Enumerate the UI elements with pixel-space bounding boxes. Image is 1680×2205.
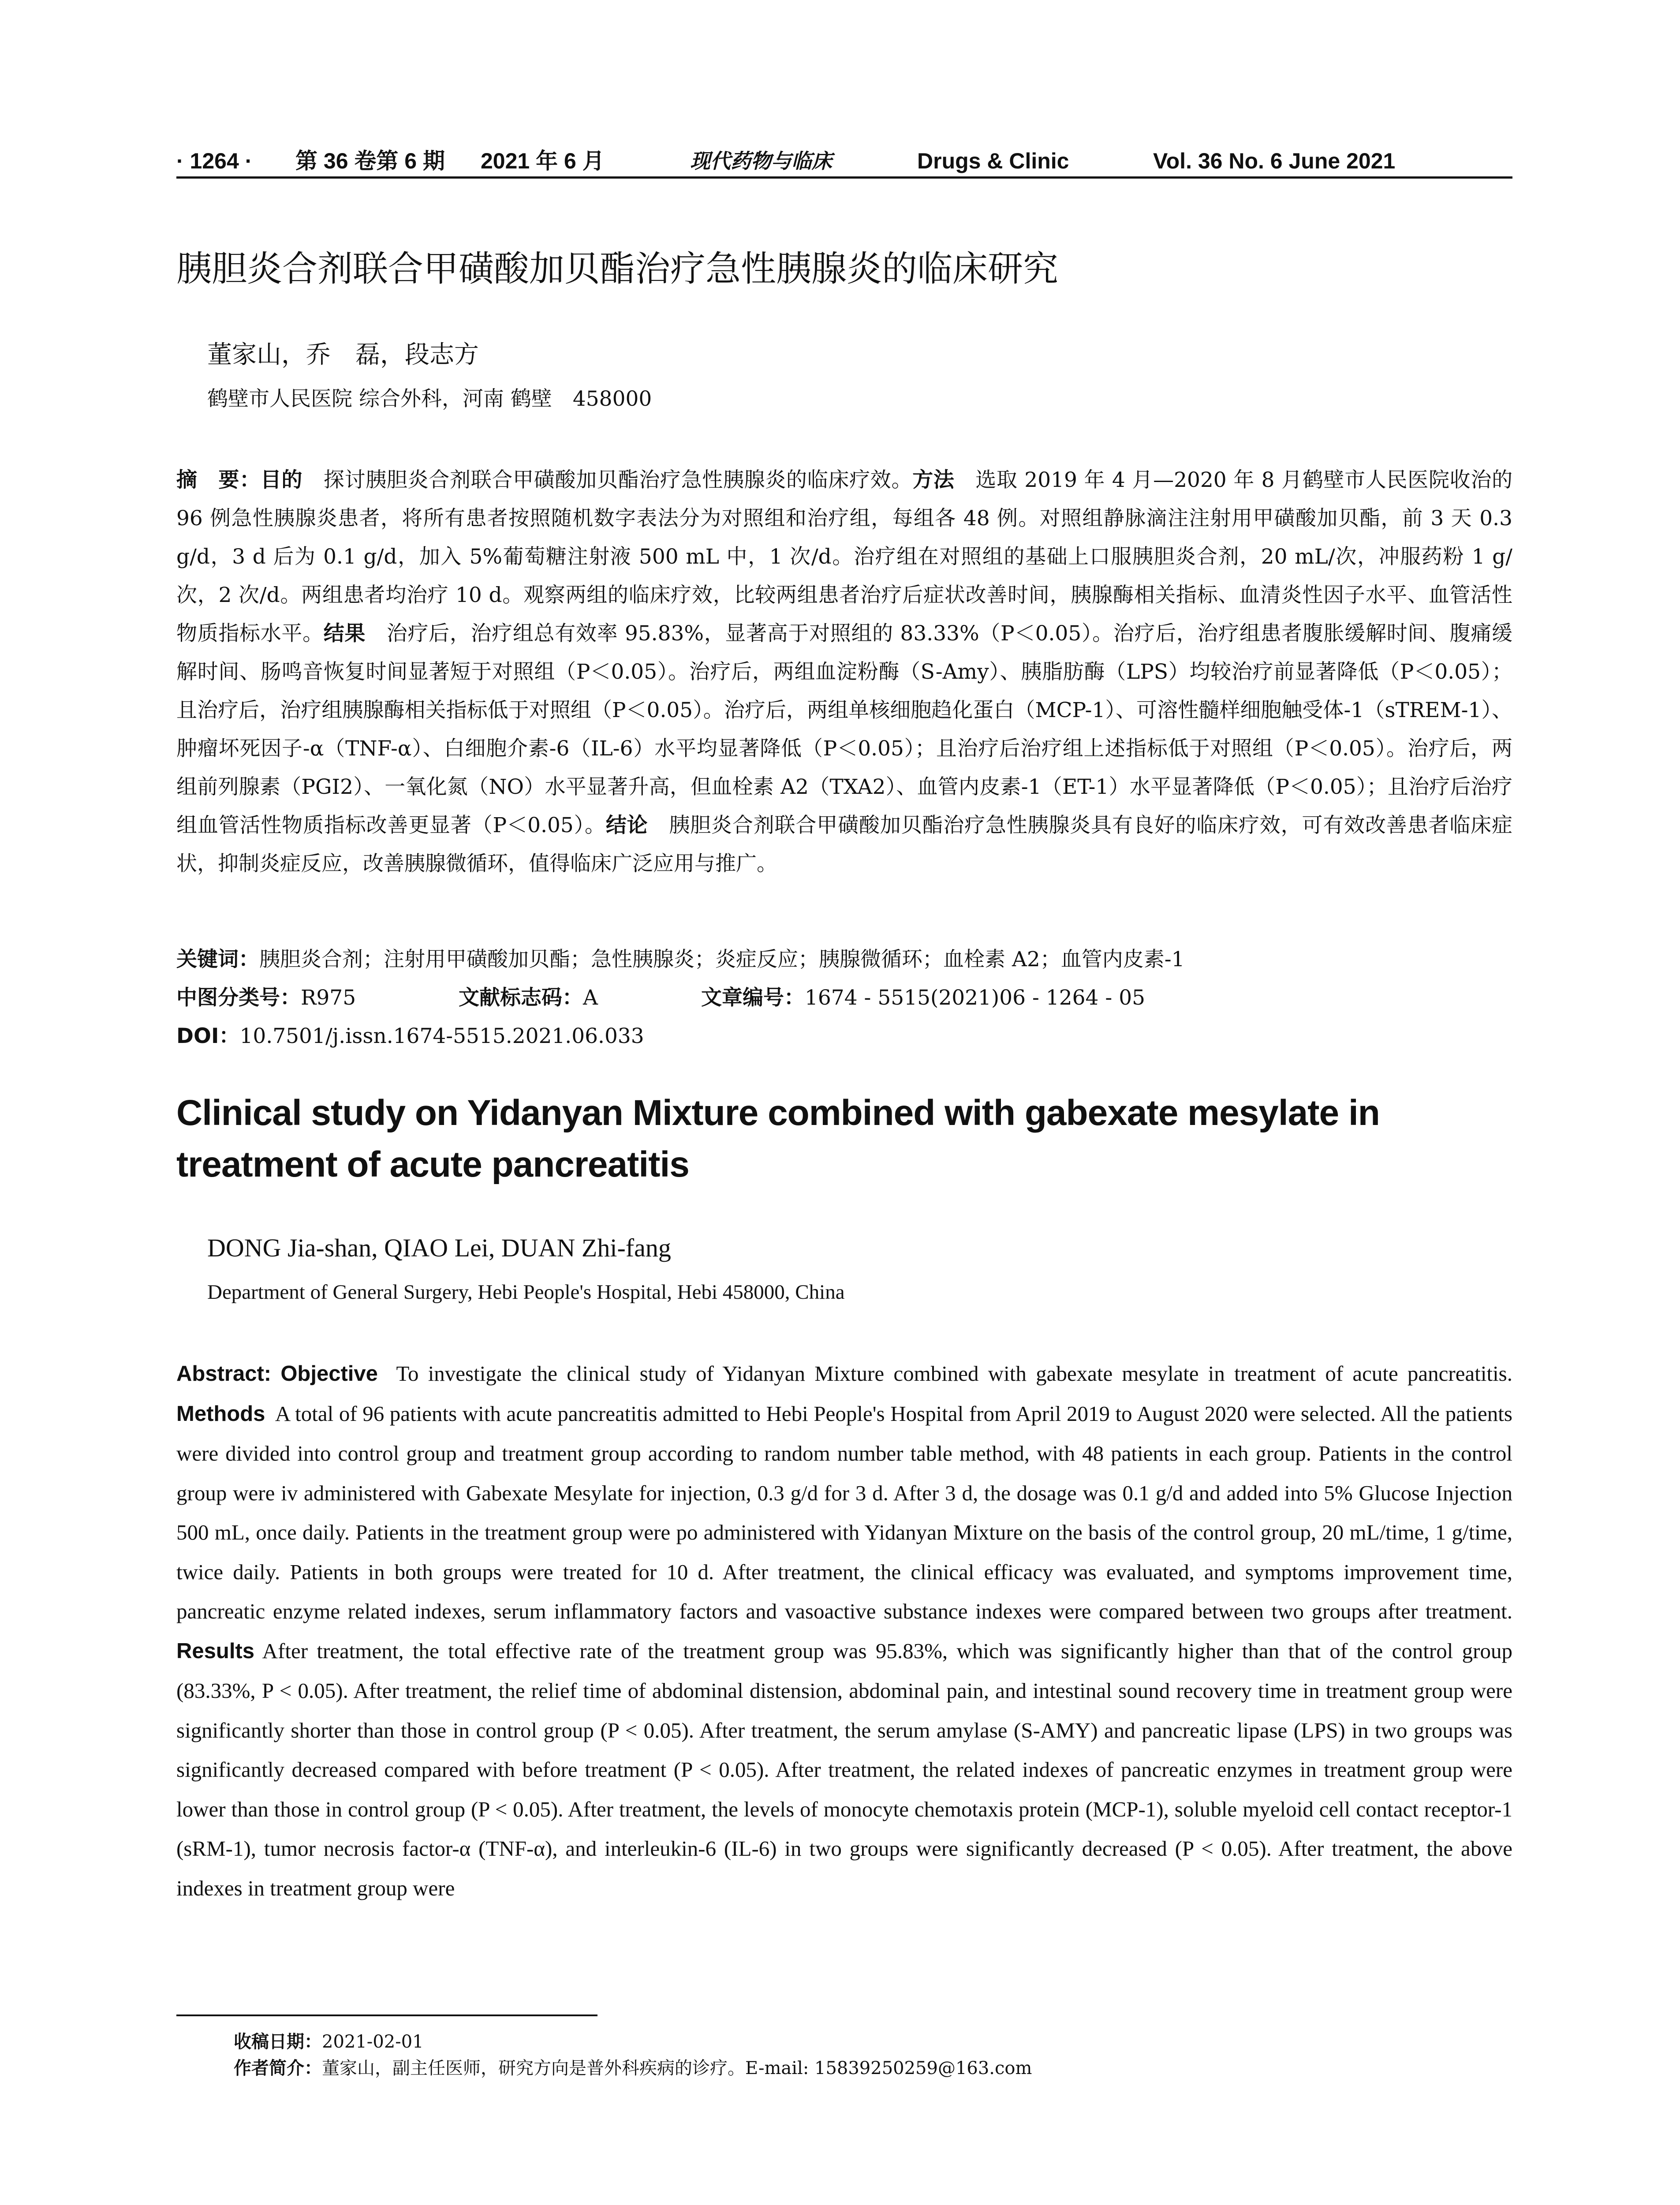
footnote-received: [234, 2029, 424, 2055]
doi-label: DOI：: [176, 1024, 240, 1048]
en-title: Clinical study on Yidanyan Mixture combined with gabexate mesylate in treatment of acute pancreatitis: [176, 1093, 1380, 1185]
en-objective: To investigate the clinical study of Yidanyan Mixture combined with gabexate mesylate in treatment of acute pancreatitis.: [396, 1361, 1512, 1386]
received-date: 2021-02-01: [322, 2032, 424, 2052]
doc-code-value: A: [583, 986, 598, 1010]
footnote-author: [234, 2055, 1032, 2082]
en-abstract: [176, 1354, 1512, 1908]
en-methods: A total of 96 patients with acute pancreatitis admitted to Hebi People's Hospital from April 2019 to August 2020 were selected. All the patients were divided into control group and treatment group according to random number table method, with 48 patients in each group. Patients in the control group were iv administered with Gabexate Mesylate for injection, 0.3 g/d for 3 d. After 3 d, the dosage was 0.1 g/d and added into 5% Glucose Injection 500 mL, once daily. Patients in the treatment group were po administered with Yidanyan Mixture on the basis of the control group, 20 mL/time, 1 g/time, twice daily. Patients in both groups were treated for 10 d. After treatment, the clinical efficacy was evaluated, and symptoms improvement time, pancreatic enzyme related indexes, serum inflammatory factors and vasoactive substance indexes were compared between two groups after treatment.: [176, 1401, 1512, 1623]
volume-issue-cn: 第 36 卷第 6 期: [295, 149, 445, 173]
header-rule: [176, 176, 1512, 179]
received-label: 收稿日期：: [234, 2032, 322, 2052]
cn-title: 胰胆炎合剂联合甲磺酸加贝酯治疗急性胰腺炎的临床研究: [176, 248, 1058, 289]
cn-results: 治疗后，治疗组总有效率 95.83%，显著高于对照组的 83.33%（P＜0.05）。治疗后，治疗组患者腹胀缓解时间、腹痛缓解时间、肠鸣音恢复时间显著短于对照组（P＜0.05）。治疗后，两组血淀粉酶（S-Amy）、胰脂肪酶（LPS）均较治疗前显著降低（P＜0.05）；且治疗后，治疗组胰腺酶相关指标低于对照组（P＜0.05）。治疗后，两组单核细胞趋化蛋白（MCP-1）、可溶性髓样细胞触受体-1（sTREM-1）、肿瘤坏死因子-α（TNF-α）、白细胞介素-6（IL-6）水平均显著降低（P＜0.05）；且治疗后治疗组上述指标低于对照组（P＜0.05）。治疗后，两组前列腺素（PGI2）、一氧化氮（NO）水平显著升高，但血栓素 A2（TXA2）、血管内皮素-1（ET-1）水平显著降低（P＜0.05）；且治疗后治疗组血管活性物质指标改善更显著（P＜0.05）。: [176, 621, 1513, 837]
cn-authors: 董家山，乔 磊，段志方: [207, 340, 479, 369]
cn-abstract-label: 摘 要：: [176, 468, 261, 492]
article-no-label: 文章编号：: [701, 986, 805, 1010]
cn-objective: 探讨胰胆炎合剂联合甲磺酸加贝酯治疗急性胰腺炎的临床疗效。: [323, 468, 913, 492]
author-bio-label: 作者简介：: [234, 2058, 322, 2078]
footnote-rule: [176, 2014, 597, 2016]
doi-value: 10.7501/j.issn.1674-5515.2021.06.033: [239, 1024, 644, 1048]
clc-label: 中图分类号：: [176, 986, 301, 1010]
cn-conclusion-label: 结论: [605, 813, 648, 837]
cn-methods: 选取 2019 年 4 月—2020 年 8 月鹤壁市人民医院收治的 96 例急性胰腺炎患者，将所有患者按照随机数字表法分为对照组和治疗组，每组各 48 例。对照组静脉滴注注射用甲磺酸加贝酯，前 3 天 0.3 g/d，3 d 后为 0.1 g/d，加入 5%葡萄糖注射液 500 mL 中，1 次/d。治疗组在对照组的基础上口服胰胆炎合剂，20 mL/次，冲服药粉 1 g/次，2 次/d。两组患者均治疗 10 d。观察两组的临床疗效，比较两组患者治疗后症状改善时间，胰腺酶相关指标、血清炎性因子水平、血管活性物质指标水平。: [176, 468, 1513, 646]
journal-name-cn: 现代药物与临床: [690, 149, 832, 173]
cn-classification: [176, 979, 1512, 1017]
volume-issue-en: Vol. 36 No. 6 June 2021: [1153, 149, 1396, 173]
running-header: [176, 143, 1512, 179]
cn-keywords: [176, 940, 1512, 979]
en-objective-label: Objective: [280, 1362, 378, 1386]
article-no-value: 1674 - 5515(2021)06 - 1264 - 05: [805, 986, 1146, 1010]
en-results: After treatment, the total effective rate of the treatment group was 95.83%, which was significantly higher than that of the control group (83.33%, P < 0.05). After treatment, the relief time of abdominal distension, abdominal pain, and intestinal sound recovery time in treatment group were significantly shorter than those in control group (P < 0.05). After treatment, the serum amylase (S-AMY) and pancreatic lipase (LPS) in two groups was significantly decreased compared with before treatment (P < 0.05). After treatment, the related indexes of pancreatic enzymes in treatment group were lower than those in control group (P < 0.05). After treatment, the levels of monocyte chemotaxis protein (MCP-1), soluble myeloid cell contact receptor-1 (sRM-1), tumor necrosis factor-α (TNF-α), and interleukin-6 (IL-6) in two groups were significantly decreased (P < 0.05). After treatment, the above indexes in treatment group were: [176, 1638, 1512, 1900]
cn-keywords-label: 关键词：: [176, 947, 259, 972]
cn-results-label: 结果: [323, 621, 366, 646]
journal-name-en: Drugs & Clinic: [917, 149, 1069, 173]
en-methods-label: Methods: [176, 1401, 265, 1426]
doi-line: [176, 1017, 1512, 1055]
en-affiliation: Department of General Surgery, Hebi People's Hospital, Hebi 458000, China: [207, 1281, 845, 1304]
clc-value: R975: [301, 986, 356, 1010]
page-number: · 1264 ·: [176, 149, 253, 173]
en-abstract-label: Abstract:: [176, 1362, 272, 1386]
cn-methods-label: 方法: [912, 468, 955, 492]
cn-objective-label: 目的: [260, 468, 303, 492]
author-bio: 董家山，副主任医师，研究方向是普外科疾病的诊疗。E-mail: 15839250259@163.com: [322, 2058, 1032, 2078]
cn-keywords-text: 胰胆炎合剂；注射用甲磺酸加贝酯；急性胰腺炎；炎症反应；胰腺微循环；血栓素 A2；血管内皮素-1: [259, 947, 1185, 972]
en-results-label: Results: [176, 1639, 255, 1663]
en-authors: DONG Jia-shan, QIAO Lei, DUAN Zhi-fang: [207, 1233, 671, 1262]
doc-code-label: 文献标志码：: [459, 986, 583, 1010]
date-cn: 2021 年 6 月: [481, 149, 605, 173]
cn-conclusion: 胰胆炎合剂联合甲磺酸加贝酯治疗急性胰腺炎具有良好的临床疗效，可有效改善患者临床症状，抑制炎症反应，改善胰腺微循环，值得临床广泛应用与推广。: [176, 813, 1513, 876]
cn-abstract: [176, 461, 1512, 883]
cn-affiliation: 鹤壁市人民医院 综合外科，河南 鹤壁 458000: [207, 387, 652, 411]
